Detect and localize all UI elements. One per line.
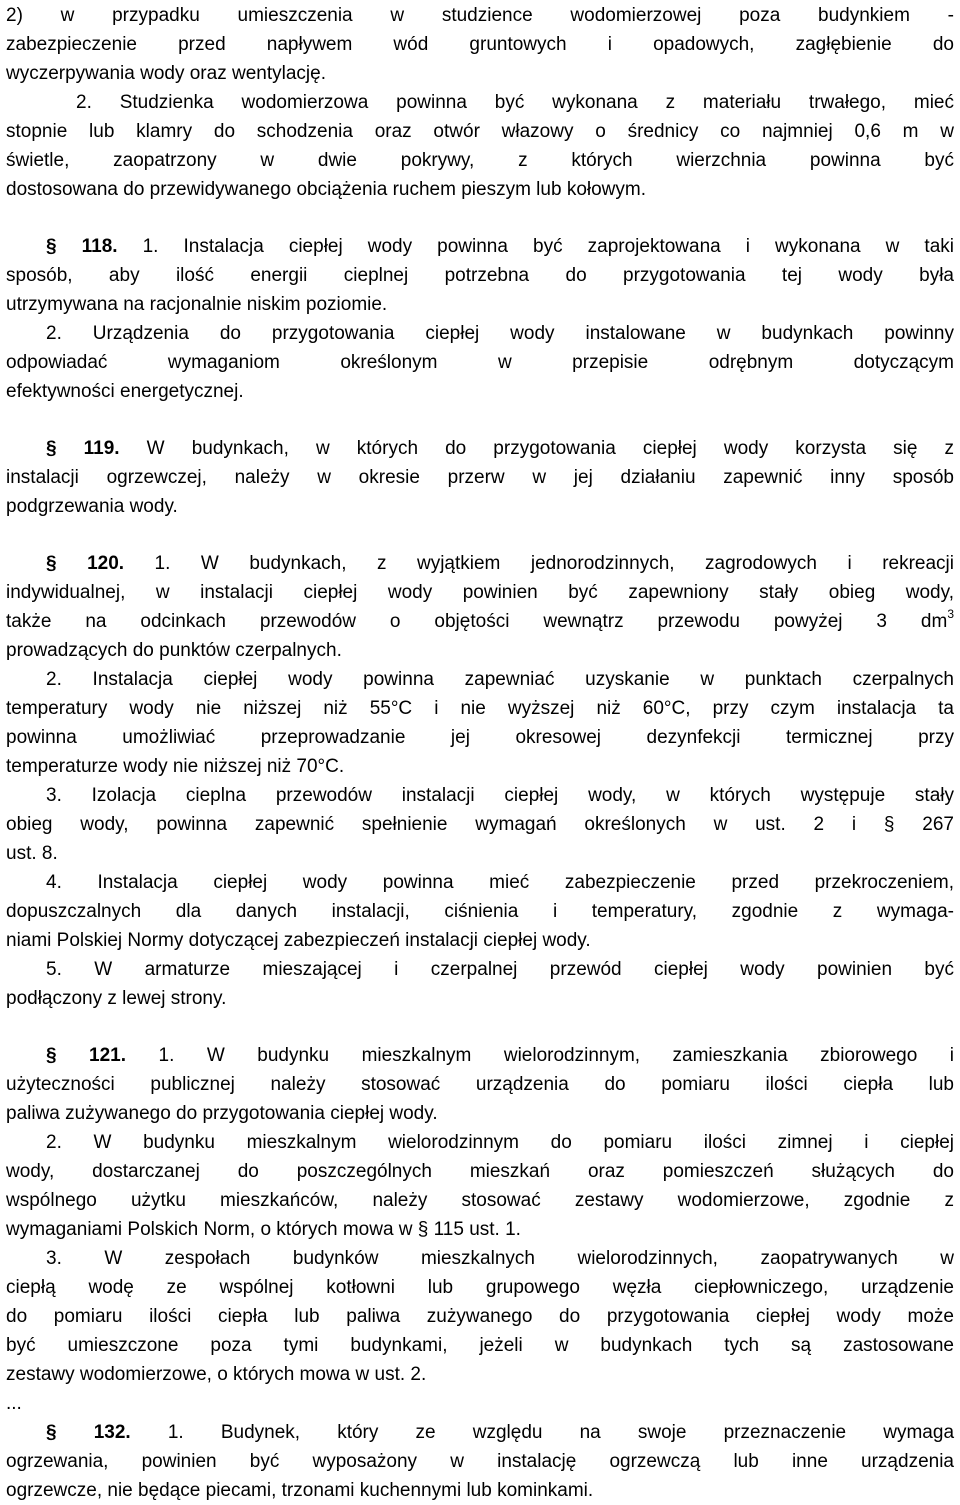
line-text: 1. W budynku mieszkalnym wielorodzinnym, zamieszkania zbiorowego i <box>126 1045 954 1066</box>
line-text: wody, dostarczanej do poszczególnych mieszkań oraz pomieszczeń służących do <box>6 1161 954 1182</box>
line-text: ciepłą wodę ze wspólnej kotłowni lub grupowego węzła ciepłowniczego, urządzenie <box>6 1277 954 1298</box>
text-line <box>6 1215 954 1244</box>
section-number: § 132. <box>46 1422 131 1443</box>
text-line <box>6 146 954 175</box>
text-line <box>6 434 954 463</box>
text-line <box>6 117 954 146</box>
line-text: 1. W budynkach, z wyjątkiem jednorodzinnych, zagrodowych i rekreacji <box>124 553 954 574</box>
text-line <box>6 1186 954 1215</box>
line-text: wyczerpywania wody oraz wentylację. <box>6 63 326 84</box>
text-line <box>6 723 954 752</box>
text-line <box>6 1128 954 1157</box>
line-text: 1. Budynek, który ze względu na swoje przeznaczenie wymaga <box>130 1422 955 1443</box>
text-line <box>6 578 954 607</box>
line-text: 2. W budynku mieszkalnym wielorodzinnym do pomiaru ilości zimnej i ciepłej <box>46 1132 954 1153</box>
paragraph-gap <box>6 521 954 549</box>
line-text: 3. W zespołach budynków mieszkalnych wielorodzinnych, zaopatrywanych w <box>46 1248 954 1269</box>
text-line <box>6 694 954 723</box>
text-line <box>6 897 954 926</box>
text-line <box>6 88 954 117</box>
line-text: temperatury wody nie niższej niż 55°C i nie wyższej niż 60°C, przy czym instalacja ta <box>6 698 954 719</box>
line-text: W budynkach, w których do przygotowania ciepłej wody korzysta się z <box>119 438 954 459</box>
line-text: 5. W armaturze mieszającej i czerpalnej przewód ciepłej wody powinien być <box>46 959 954 980</box>
paragraph-gap <box>6 204 954 232</box>
line-text: 4. Instalacja ciepłej wody powinna mieć zabezpieczenie przed przekroczeniem, <box>46 872 954 893</box>
line-text: podgrzewania wody. <box>6 496 178 517</box>
line-text: niami Polskiej Normy dotyczącej zabezpieczeń instalacji ciepłej wody. <box>6 930 591 951</box>
text-line <box>6 319 954 348</box>
text-line <box>6 810 954 839</box>
line-text: ust. 8. <box>6 843 58 864</box>
text-line <box>6 752 954 781</box>
text-line <box>6 636 954 665</box>
line-text: 3. Izolacja cieplna przewodów instalacji ciepłej wody, w których występuje stały <box>46 785 954 806</box>
text-line <box>6 665 954 694</box>
line-text: ... <box>6 1393 22 1414</box>
line-text: świetle, zaopatrzony w dwie pokrywy, z których wierzchnia powinna być <box>6 150 954 171</box>
text-line <box>6 1244 954 1273</box>
text-line <box>6 1389 954 1418</box>
section-number: § 120. <box>46 553 125 574</box>
text-line <box>6 549 954 578</box>
line-text: dostosowana do przewidywanego obciążenia ruchem pieszym lub kołowym. <box>6 179 646 200</box>
line-text: powinna umożliwiać przeprowadzanie jej okresowej dezynfekcji termicznej przy <box>6 727 954 748</box>
line-text: odpowiadać wymaganiom określonym w przepisie odrębnym dotyczącym <box>6 352 954 373</box>
paragraph-gap <box>6 406 954 434</box>
text-line <box>6 175 954 204</box>
text-line <box>6 984 954 1013</box>
line-text: wspólnego użytku mieszkańców, należy stosować zestawy wodomierzowe, zgodnie z <box>6 1190 954 1211</box>
line-text: ogrzewania, powinien być wyposażony w instalację ogrzewczą lub inne urządzenia <box>6 1451 954 1472</box>
line-text: zabezpieczenie przed napływem wód gruntowych i opadowych, zagłębienie do <box>6 34 954 55</box>
text-line <box>6 232 954 261</box>
text-line <box>6 1273 954 1302</box>
text-line <box>6 1360 954 1389</box>
text-line <box>6 59 954 88</box>
line-text: stopnie lub klamry do schodzenia oraz otwór włazowy o średnicy co najmniej 0,6 m w <box>6 121 954 142</box>
line-text: 2) w przypadku umieszczenia w studzience wodomierzowej poza budynkiem - <box>6 5 954 26</box>
line-text: indywidualnej, w instalacji ciepłej wody powinien być zapewniony stały obieg wody, <box>6 582 954 603</box>
section-number: § 121. <box>46 1045 127 1066</box>
text-line <box>6 955 954 984</box>
section-number: § 118. <box>46 236 118 257</box>
text-line <box>6 1476 954 1505</box>
text-line <box>6 30 954 59</box>
text-line <box>6 926 954 955</box>
text-line <box>6 348 954 377</box>
text-line <box>6 1 954 30</box>
text-line <box>6 1418 954 1447</box>
section-number: § 119. <box>46 438 120 459</box>
text-line <box>6 1331 954 1360</box>
text-line <box>6 492 954 521</box>
text-line <box>6 781 954 810</box>
line-text: zestawy wodomierzowe, o których mowa w ust. 2. <box>6 1364 427 1385</box>
line-text: obieg wody, powinna zapewnić spełnienie wymagań określonych w ust. 2 i § 267 <box>6 814 954 835</box>
text-line <box>6 1070 954 1099</box>
superscript: 3 <box>947 607 954 621</box>
line-text: paliwa zużywanego do przygotowania ciepłej wody. <box>6 1103 438 1124</box>
line-text: 2. Studzienka wodomierzowa powinna być wykonana z materiału trwałego, mieć <box>76 92 954 113</box>
text-line <box>6 261 954 290</box>
text-line <box>6 463 954 492</box>
text-line <box>6 1099 954 1128</box>
line-text: podłączony z lewej strony. <box>6 988 227 1009</box>
line-text: 1. Instalacja ciepłej wody powinna być zaprojektowana i wykonana w taki <box>117 236 954 257</box>
text-line <box>6 607 954 636</box>
line-text: użyteczności publicznej należy stosować urządzenia do pomiaru ilości ciepła lub <box>6 1074 954 1095</box>
text-line <box>6 1041 954 1070</box>
line-text: utrzymywana na racjonalnie niskim poziomie. <box>6 294 388 315</box>
line-text: być umieszczone poza tymi budynkami, jeżeli w budynkach tych są zastosowane <box>6 1335 954 1356</box>
text-line <box>6 839 954 868</box>
line-text: 2. Urządzenia do przygotowania ciepłej wody instalowane w budynkach powinny <box>46 323 954 344</box>
line-text: sposób, aby ilość energii cieplnej potrzebna do przygotowania tej wody była <box>6 265 954 286</box>
line-text: prowadzących do punktów czerpalnych. <box>6 640 342 661</box>
text-line <box>6 290 954 319</box>
line-text: dopuszczalnych dla danych instalacji, ciśnienia i temperatury, zgodnie z wymaga- <box>6 901 954 922</box>
line-text: do pomiaru ilości ciepła lub paliwa zużywanego do przygotowania ciepłej wody może <box>6 1306 954 1327</box>
text-line <box>6 377 954 406</box>
text-line <box>6 1157 954 1186</box>
text-line <box>6 868 954 897</box>
line-text: także na odcinkach przewodów o objętości wewnątrz przewodu powyżej 3 dm <box>6 611 948 632</box>
text-line <box>6 1447 954 1476</box>
line-text: ogrzewcze, nie będące piecami, trzonami kuchennymi lub kominkami. <box>6 1480 594 1501</box>
line-text: instalacji ogrzewczej, należy w okresie przerw w jej działaniu zapewnić inny sposób <box>6 467 954 488</box>
line-text: efektywności energetycznej. <box>6 381 244 402</box>
text-line <box>6 1302 954 1331</box>
paragraph-gap <box>6 1013 954 1041</box>
line-text: temperaturze wody nie niższej niż 70°C. <box>6 756 345 777</box>
line-text: wymaganiami Polskich Norm, o których mowa w § 115 ust. 1. <box>6 1219 521 1240</box>
line-text: 2. Instalacja ciepłej wody powinna zapewniać uzyskanie w punktach czerpalnych <box>46 669 954 690</box>
